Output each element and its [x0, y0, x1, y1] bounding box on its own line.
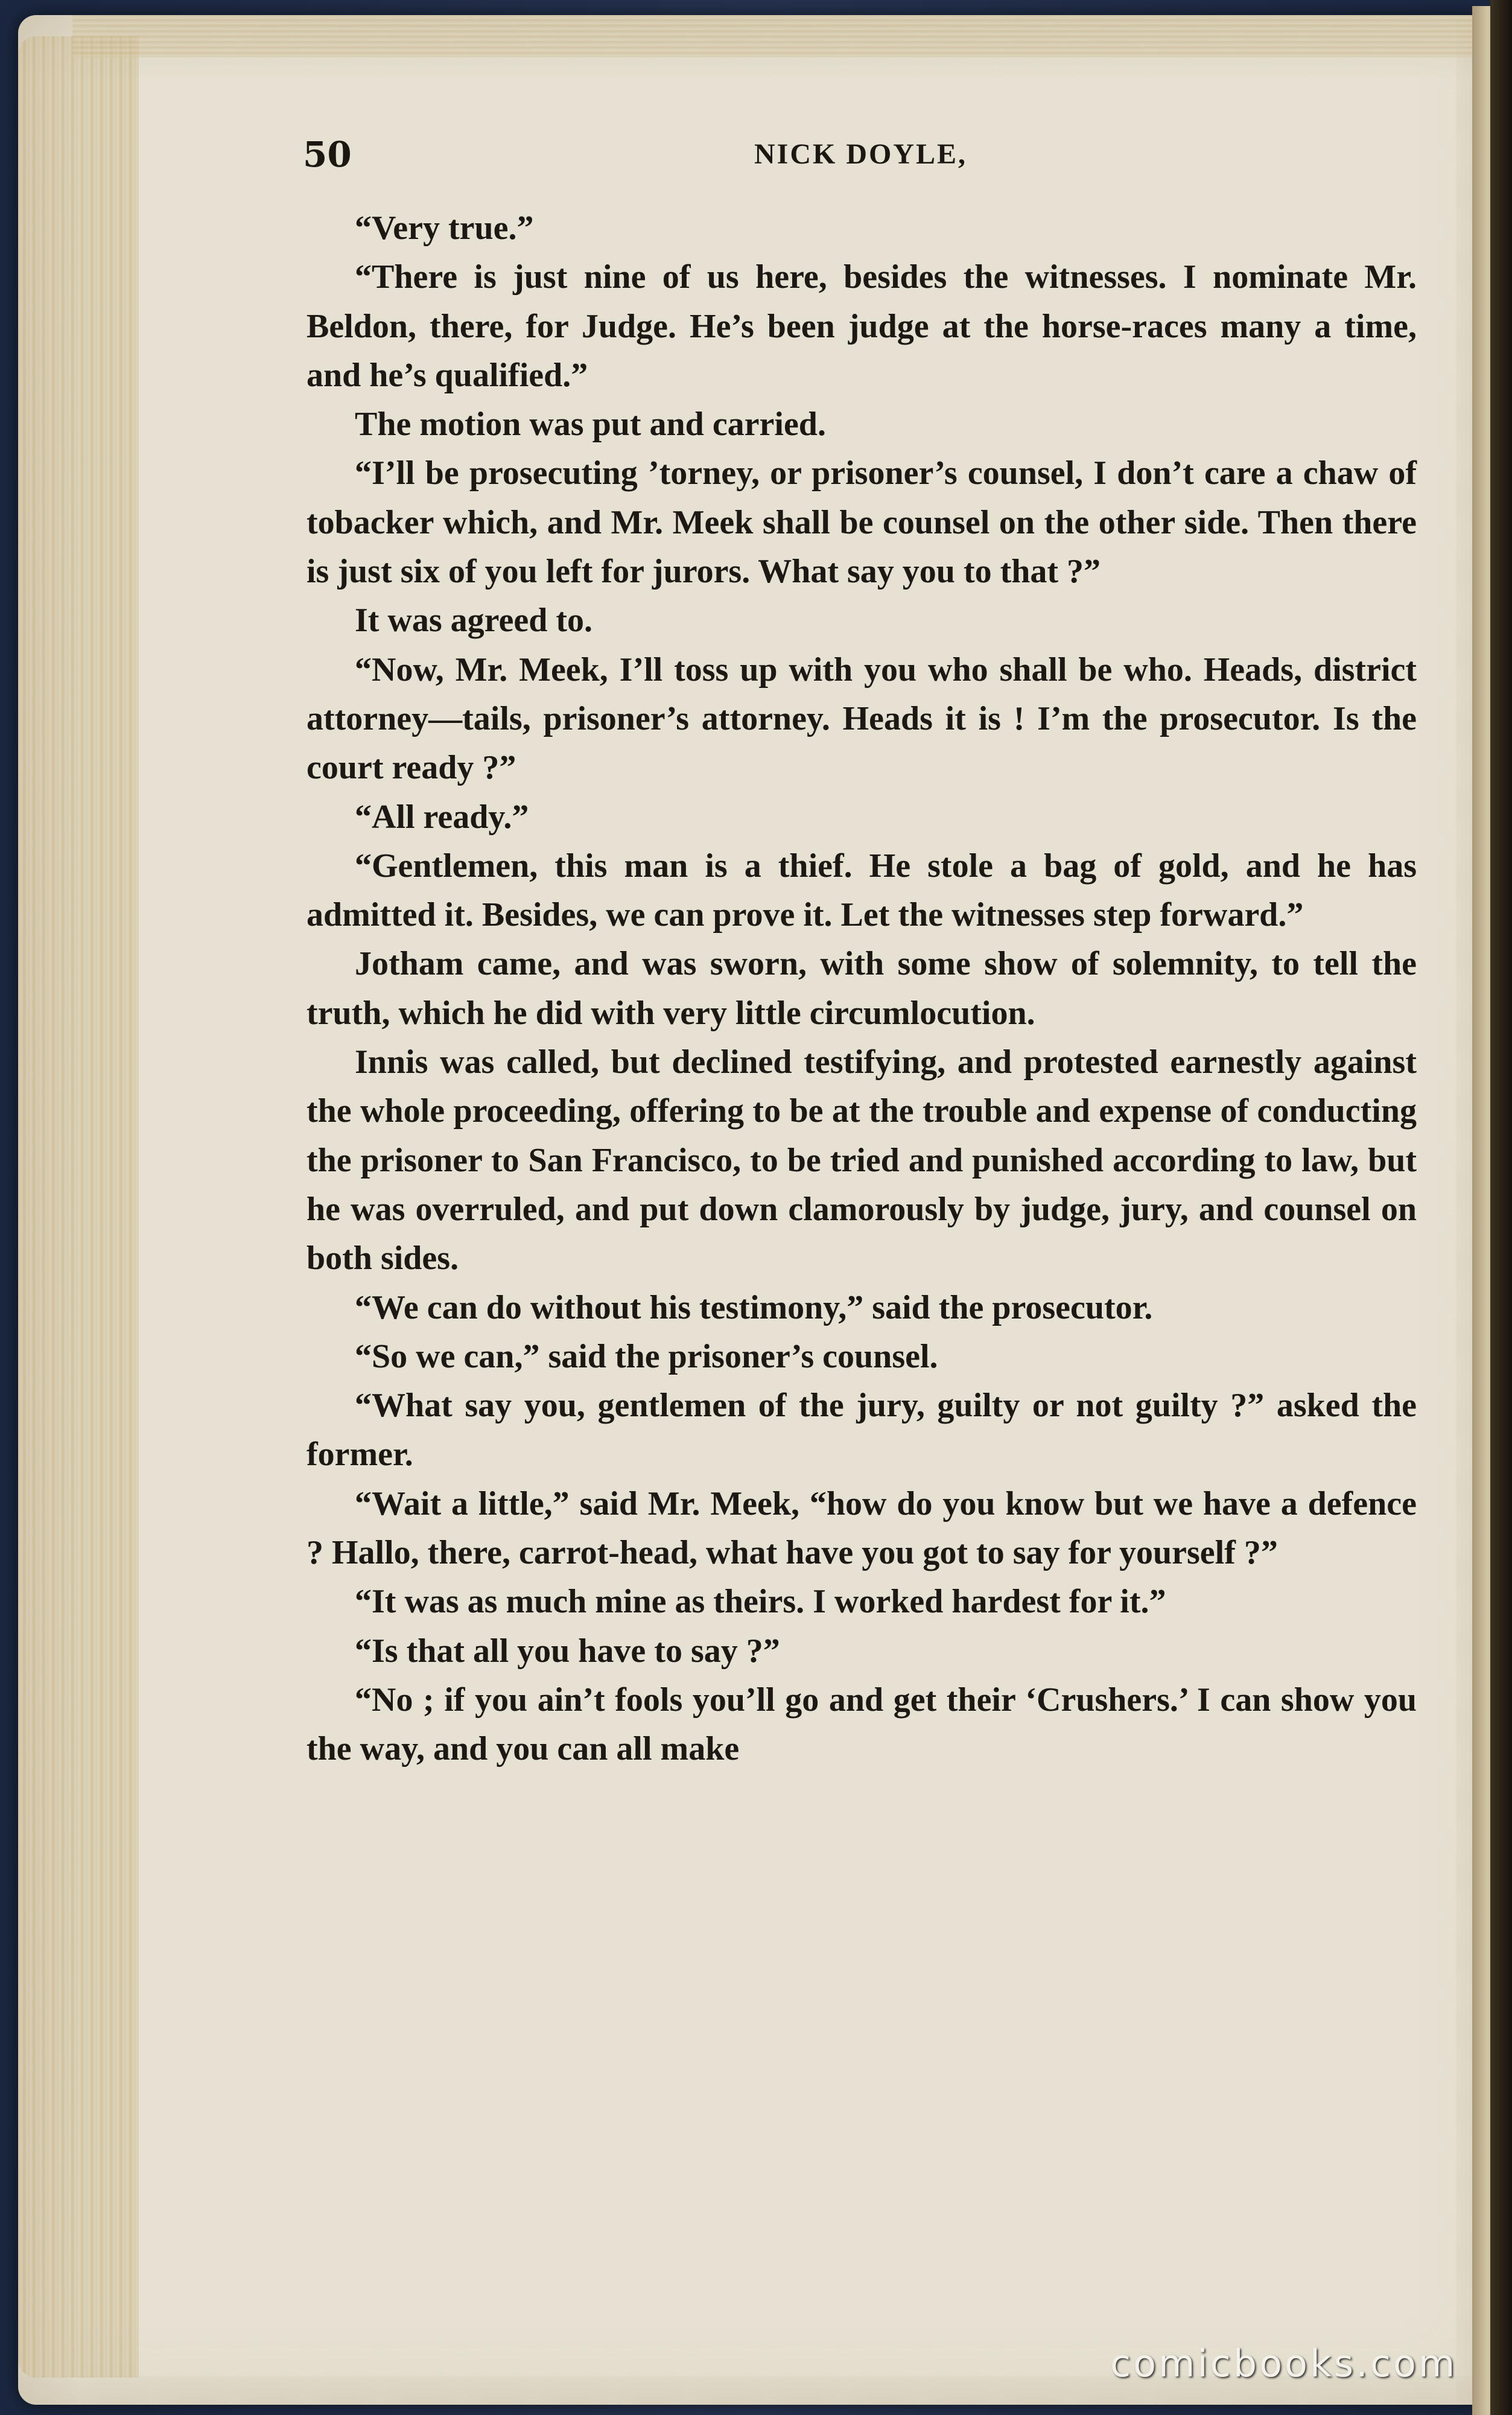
- paragraph: It was agreed to.: [355, 602, 593, 640]
- paragraph: “All ready.”: [355, 798, 529, 836]
- paragraph: “So we can,” said the prisoner’s counsel.: [355, 1337, 938, 1375]
- body-text: [307, 204, 1417, 1774]
- paragraph: “I’ll be prosecuting ’torney, or prisoner’s counsel, I don’t care a chaw of tobacker which, and Mr. Meek shall be counsel on the other side. Then there is just six of you left for jurors. What say you to that ?”: [307, 454, 1417, 591]
- page-edges-left: [18, 36, 139, 2378]
- paragraph: “Wait a little,” said Mr. Meek, “how do you know but we have a defence ? Hallo, there, carrot-head, what have you got to say for yourself ?”: [307, 1484, 1417, 1572]
- paragraph: The motion was put and carried.: [355, 406, 826, 444]
- paragraph: “What say you, gentlemen of the jury, guilty or not guilty ?” asked the former.: [307, 1387, 1417, 1474]
- watermark: comicbooks.com: [1110, 2341, 1458, 2385]
- paragraph: Innis was called, but declined testifying, and protested earnestly against the whole proceeding, offering to be at the trouble and expense of conducting the prisoner to San Francisco, to be tried and punished according to law, but he was overruled, and put down clamorously by judge, jury, and counsel on both sides.: [307, 1043, 1417, 1278]
- paragraph: “There is just nine of us here, besides the witnesses. I nominate Mr. Beldon, there, for Judge. He’s been judge at the horse-races many a time, and he’s qualified.”: [307, 258, 1417, 394]
- page-edges-top: [72, 15, 1478, 57]
- paragraph: “We can do without his testimony,” said the prosecutor.: [355, 1288, 1153, 1326]
- paragraph: “Very true.”: [355, 209, 534, 247]
- page-number: 50: [303, 134, 352, 175]
- paragraph: Jotham came, and was sworn, with some show of solemnity, to tell the truth, which he did with very little circumlocution.: [307, 945, 1417, 1032]
- paragraph: “Gentlemen, this man is a thief. He stole a bag of gold, and he has admitted it. Besides, we can prove it. Let the witnesses step forward.”: [307, 847, 1417, 934]
- running-title: NICK DOYLE,: [754, 138, 968, 170]
- paragraph: “Is that all you have to say ?”: [355, 1632, 780, 1670]
- book-spine-shadow: [1490, 0, 1512, 2415]
- paragraph: “Now, Mr. Meek, I’ll toss up with you who shall be who. Heads, district attorney—tails, prisoner’s attorney. Heads it is ! I’m the prosecutor. Is the court ready ?”: [307, 651, 1417, 787]
- paragraph: “It was as much mine as theirs. I worked hardest for it.”: [355, 1583, 1166, 1621]
- paragraph: “No ; if you ain’t fools you’ll go and get their ‘Crushers.’ I can show you the way, and you can all make: [307, 1681, 1417, 1768]
